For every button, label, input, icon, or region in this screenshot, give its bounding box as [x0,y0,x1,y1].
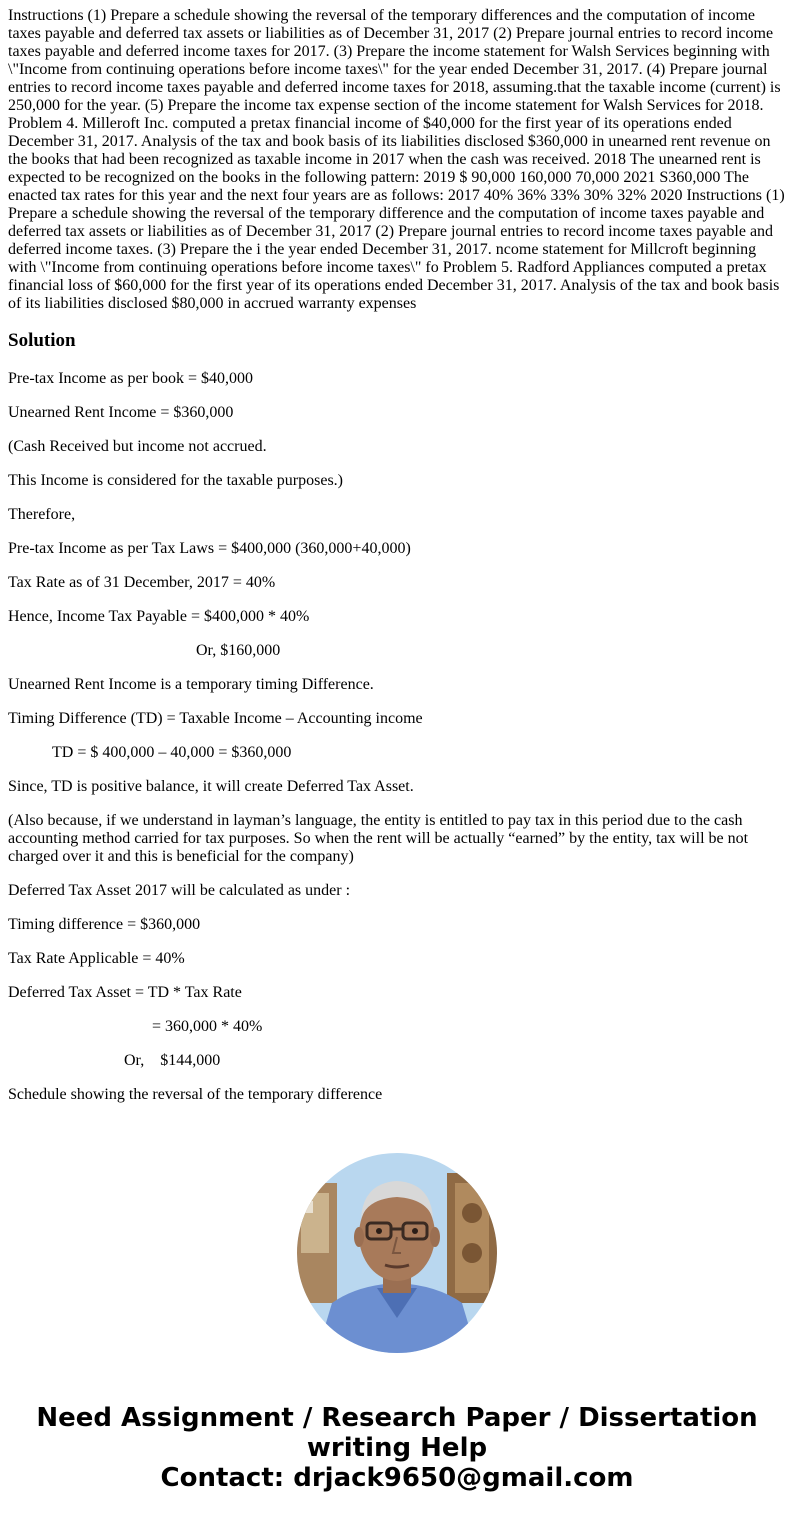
solution-line: This Income is considered for the taxable purposes.) [8,472,344,489]
solution-line: Schedule showing the reversal of the temporary difference [8,1086,383,1103]
footer-contact-email: Contact: drjack9650@gmail.com [160,1463,634,1493]
solution-body [8,370,786,1104]
solution-line: TD = $ 400,000 – 40,000 = $360,000 [52,744,292,761]
tutor-portrait-icon [297,1153,497,1353]
solution-line: Timing Difference (TD) = Taxable Income – Accounting income [8,710,423,727]
solution-line: Tax Rate Applicable = 40% [8,950,185,967]
solution-line: Since, TD is positive balance, it will create Deferred Tax Asset. [8,778,414,795]
footer-line-2: writing Help [306,1433,488,1463]
solution-heading: Solution [8,330,76,351]
solution-line: Or, $160,000 [196,642,281,659]
solution-line: = 360,000 * 40% [152,1018,263,1035]
footer-line-1: Need Assignment / Research Paper / Dissertation [36,1403,758,1433]
solution-line: Deferred Tax Asset = TD * Tax Rate [8,984,242,1001]
footer-contact [0,1403,794,1493]
solution-line: (Cash Received but income not accrued. [8,438,267,455]
solution-line: Pre-tax Income as per book = $40,000 [8,370,253,387]
solution-line: Or, $144,000 [124,1052,221,1069]
solution-line: Unearned Rent Income is a temporary timing Difference. [8,676,374,693]
solution-line: Therefore, [8,506,76,523]
solution-line: Tax Rate as of 31 December, 2017 = 40% [8,574,276,591]
solution-line: Timing difference = $360,000 [8,916,201,933]
avatar [297,1153,497,1353]
solution-line: Unearned Rent Income = $360,000 [8,404,234,421]
solution-line: Pre-tax Income as per Tax Laws = $400,000 (360,000+40,000) [8,540,411,557]
solution-line: (Also because, if we understand in layman’s language, the entity is entitled to pay tax in this period due to the cash accounting method carried for tax purposes. So when the rent will be actually “earned” by the entity, tax will be not charged over it and this is beneficial for the company) [8,812,749,865]
solution-line: Hence, Income Tax Payable = $400,000 * 40% [8,608,310,625]
solution-line: Deferred Tax Asset 2017 will be calculated as under : [8,882,351,899]
question-text: Instructions (1) Prepare a schedule showing the reversal of the temporary differences and the computation of income taxes payable and deferred tax assets or liabilities as of December 31, 2017 (2) Prepare journal entries to record income taxes payable and deferred income taxes for 2017. (3) Prepare the income statement for Walsh Services beginning with \"Income from continuing operations before income taxes\" for the year ended December 31, 2017. (4) Prepare journal entries to record income taxes payable and deferred income taxes for 2018, assuming.that the taxable income (current) is 250,000 for the year. (5) Prepare the income tax expense section of the income statement for Walsh Services for 2018. Problem 4. Milleroft Inc. computed a pretax financial income of $40,000 for the first year of its operations ended December 31, 2017. Analysis of the tax and book basis of its liabilities disclosed $360,000 in unearned rent revenue on the books that had been recognized as taxable income in 2017 when the cash was received. 2018 The unearned rent is expected to be recognized on the books in the following pattern: 2019 $ 90,000 160,000 70,000 2021 S360,000 The enacted tax rates for this year and the next four years are as follows: 2017 40% 36% 33% 30% 32% 2020 Instructions (1) Prepare a schedule showing the reversal of the temporary difference and the computation of income taxes payable and deferred tax assets or liabilities as of December 31, 2017 (2) Prepare journal entries to record income taxes payable and deferred income taxes. (3) Prepare the i the year ended December 31, 2017. ncome statement for Millcroft beginning with \"Income from continuing operations before income taxes\" fo Problem 5. Radford Appliances computed a pretax financial loss of $60,000 for the first year of its operations ended December 31, 2017. Analysis of the tax and book basis of its liabilities disclosed $80,000 in accrued warranty expenses [8,7,785,312]
